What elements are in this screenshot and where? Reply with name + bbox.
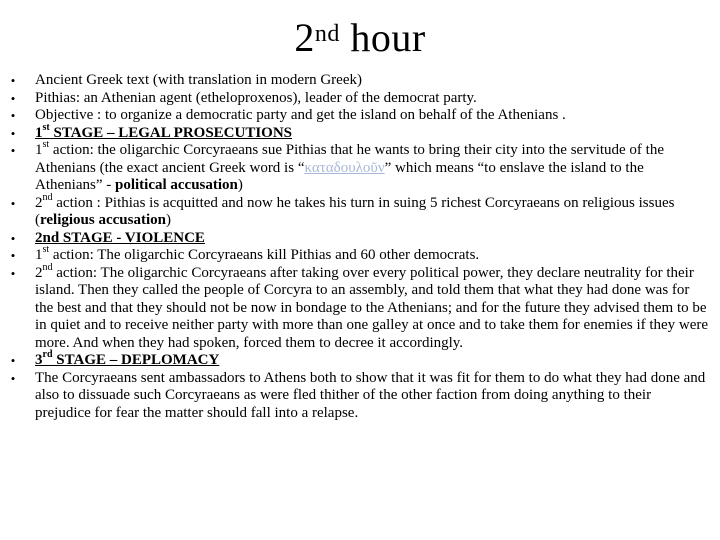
bullet-item: [8, 191, 710, 230]
title-rest: hour: [339, 15, 426, 60]
bullet-text: [35, 191, 710, 230]
stage-heading-text: [35, 349, 710, 370]
bold-term: political accusation: [114, 177, 238, 193]
title-prefix: 2: [294, 15, 315, 60]
text-segment: ): [237, 177, 243, 193]
text-segment: ” which means “to enslave the island to the Athenians” -: [35, 159, 644, 193]
greek-word-link[interactable]: καταδουλοῦν: [304, 159, 385, 176]
bullet-dot-icon: •: [10, 73, 16, 88]
bullet-item: [8, 139, 710, 195]
bullet-text: Ancient Greek text (with translation in modern Greek): [35, 72, 362, 88]
ordinal-superscript: rd: [42, 349, 53, 360]
action-number: 2: [35, 264, 43, 281]
action-number: 1: [35, 247, 43, 263]
bullet-dot-icon: •: [10, 265, 16, 281]
bullet-item: [8, 107, 710, 125]
bullet-item: [8, 370, 710, 423]
text-segment: ): [165, 212, 171, 228]
stage-number: 3: [35, 352, 43, 368]
ordinal-superscript: st: [42, 244, 50, 255]
bullet-text: [35, 261, 710, 353]
bullet-dot-icon: •: [10, 230, 16, 246]
bullet-dot-icon: •: [10, 248, 16, 263]
bullet-text: [35, 244, 710, 265]
stage-heading-violence: [8, 230, 710, 248]
bullet-dot-icon: •: [10, 370, 16, 386]
text-segment: action : Pithias is acquitted and now he takes his turn in suing 5 richest Corcyraeans on religious issues (: [35, 194, 675, 228]
bullet-list: [8, 72, 710, 422]
text-segment: action: The oligarchic Corcyraeans after taking over every political power, they declare neutrality for their island. Then they called the people of Corcyra to an assembly, and told them that what they had done was for the best and that they should not be now in bondage to the Athenians; and for the future they advised them to be in quiet and to receive neither party with more than one galley at once and to take them for enemies if they were more. And when they had spoken, forced them to decree it accordingly.: [35, 264, 709, 351]
action-number: 2: [35, 194, 43, 211]
bullet-dot-icon: •: [10, 108, 16, 123]
title-superscript: nd: [314, 21, 340, 47]
ordinal-superscript: nd: [42, 261, 53, 273]
bullet-item: [8, 244, 710, 265]
bullet-dot-icon: •: [10, 90, 16, 106]
ordinal-superscript: st: [42, 121, 50, 133]
text-segment: action: The oligarchic Corcyraeans kill Pithias and 60 other democrats.: [49, 247, 480, 263]
bullet-dot-icon: •: [10, 125, 16, 141]
bullet-item: [8, 261, 710, 353]
bullet-item: [8, 90, 710, 108]
bullet-dot-icon: •: [10, 143, 16, 158]
bullet-text: Objective : to organize a democratic party and get the island on behalf of the Athenians .: [35, 107, 566, 123]
stage-heading-legal: [8, 121, 710, 143]
stage-number: 1: [35, 124, 43, 141]
stage-title: STAGE – DEPLOMACY: [52, 352, 220, 368]
bullet-item: [8, 72, 710, 90]
stage-heading-text: 2nd STAGE - VIOLENCE: [35, 229, 205, 246]
bullet-text: Pithias: an Athenian agent (etheloproxenos), leader of the democrat party.: [35, 89, 477, 106]
bold-term: religious accusation: [40, 212, 166, 228]
text-segment: action: the oligarchic Corcyraeans sue Pithias that he wants to bring their city into the servitude of the Athenians (the exact ancient Greek word is “: [35, 142, 665, 176]
stage-heading-text: [35, 121, 710, 143]
bullet-text: [35, 139, 710, 195]
bullet-dot-icon: •: [10, 353, 16, 368]
ordinal-superscript: nd: [42, 191, 53, 203]
bullet-dot-icon: •: [10, 195, 16, 211]
ordinal-superscript: st: [42, 139, 50, 150]
bullet-text: The Corcyraeans sent ambassadors to Athens both to show that it was fit for them to do what they had done and also to dissuade such Corcyraeans as were fled thither of the other faction from doing anything to their prejudice for fear the matter should fall into a relapse.: [35, 369, 706, 421]
stage-title: STAGE – LEGAL PROSECUTIONS: [49, 124, 293, 141]
stage-heading-deplomacy: [8, 349, 710, 370]
slide-title: [0, 14, 720, 62]
action-number: 1: [35, 142, 43, 158]
